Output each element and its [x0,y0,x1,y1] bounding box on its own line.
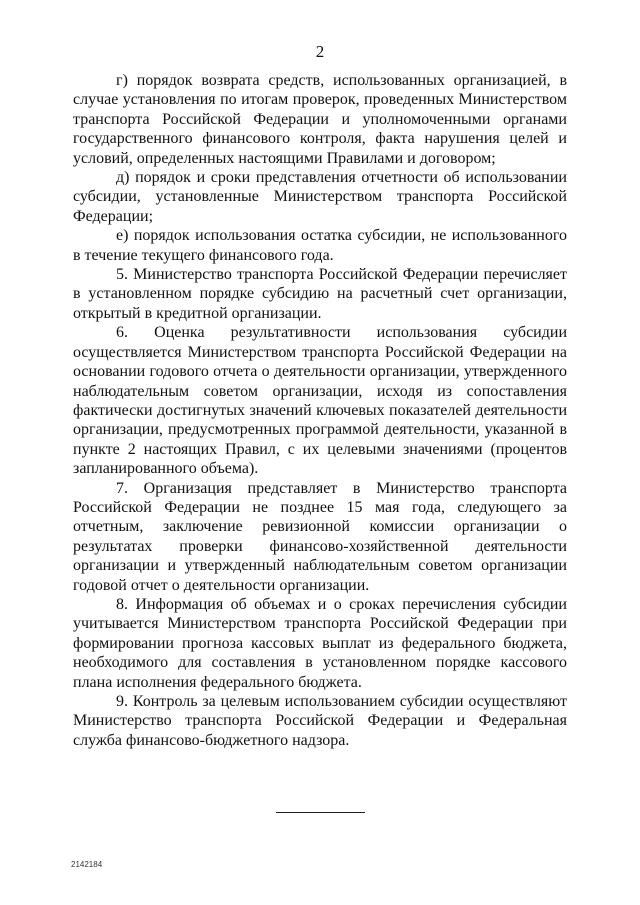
document-body [73,71,567,750]
paragraph-section-6: 6. Оценка результативности использования субсидии осуществляется Министерством транспорта Российской Федерации на основании годового отчета о деятельности организации, утвержденного наблюдательным советом организации, исходя из сопоставления фактически достигнутых значений ключевых показателей деятельности организации, предусмотренных программой деятельности, указанной в пункте 2 настоящих Правил, с их целевыми значениями (процентов запланированного объема). [73,324,567,478]
document-code: 2142184 [71,860,103,869]
paragraph-item-e: е) порядок использования остатка субсидии, не использованного в течение текущего финансового года. [73,227,567,264]
paragraph-section-9: 9. Контроль за целевым использованием субсидии осуществляют Министерство транспорта Российской Федерации и Федеральная служба финансово-бюджетного надзора. [73,693,567,749]
paragraph-section-5: 5. Министерство транспорта Российской Федерации перечисляет в установленном порядке субсидию на расчетный счет организации, открытый в кредитной организации. [73,266,567,322]
closing-rule [276,812,365,813]
paragraph-item-g: г) порядок возврата средств, использованных организацией, в случае установления по итогам проверок, проведенных Министерством транспорта Российской Федерации и уполномоченными органами государственного финансового контроля, факта нарушения целей и условий, определенных настоящими Правилами и договором; [73,72,567,167]
page-number: 2 [315,42,325,61]
paragraph-section-7: 7. Организация представляет в Министерство транспорта Российской Федерации не позднее 15 мая года, следующего за отчетным, заключение ревизионной комиссии организации о результатах проверки финансово-хозяйственной деятельности организации и утвержденный наблюдательным советом организации годовой отчет о деятельности организации. [73,479,567,594]
paragraph-section-8: 8. Информация об объемах и о сроках перечисления субсидии учитывается Министерством транспорта Российской Федерации при формировании прогноза кассовых выплат из федерального бюджета, необходимого для составления в установленном порядке кассового плана исполнения федерального бюджета. [73,595,567,691]
paragraph-item-d: д) порядок и сроки представления отчетности об использовании субсидии, установленные Министерством транспорта Российской Федерации; [73,169,567,225]
